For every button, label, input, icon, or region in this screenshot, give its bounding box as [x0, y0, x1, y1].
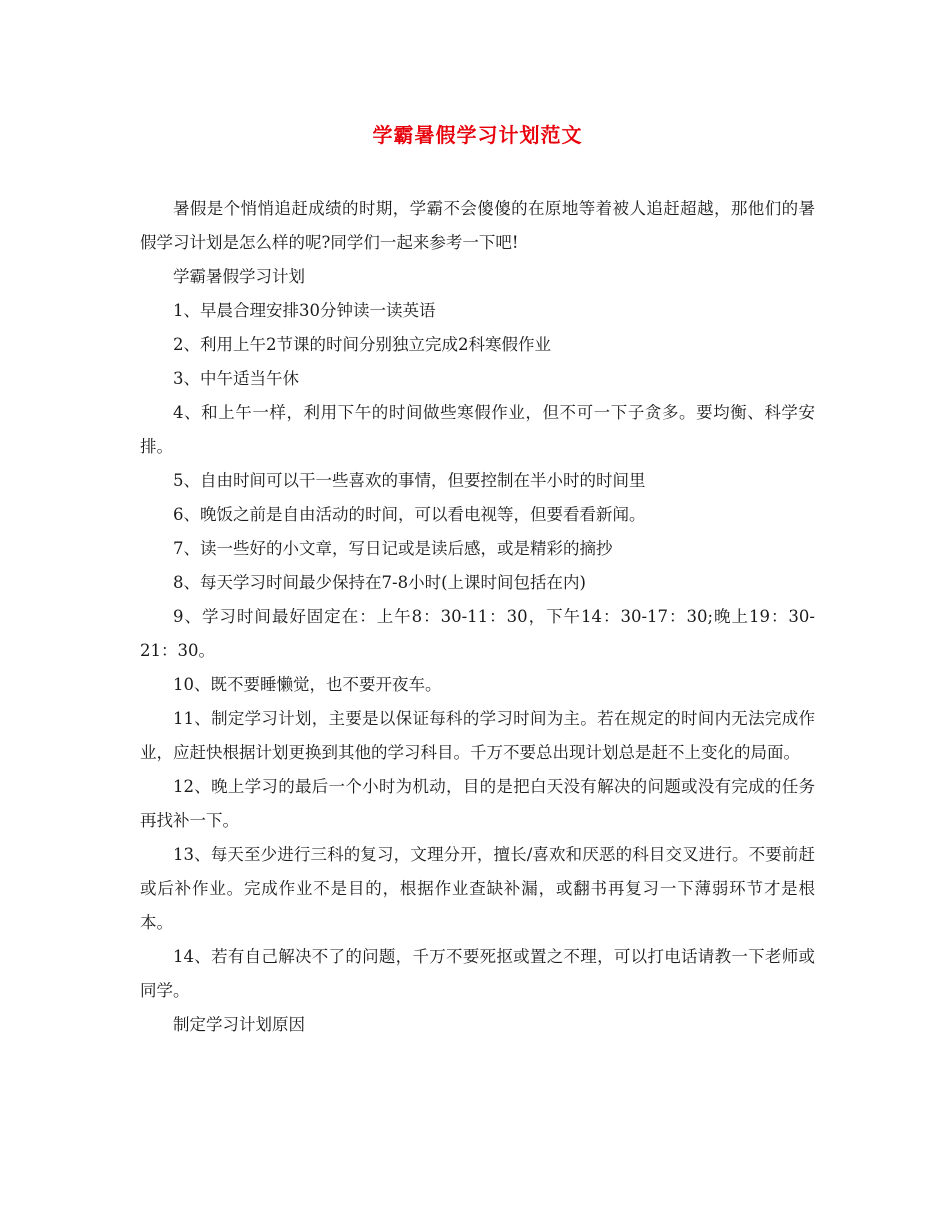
plan-item: 11、制定学习计划，主要是以保证每科的学习时间为主。若在规定的时间内无法完成作业，应赶快根据计划更换到其他的学习科目。千万不要总出现计划总是赶不上变化的局面。 [140, 709, 815, 762]
plan-item: 7、读一些好的小文章，写日记或是读后感，或是精彩的摘抄 [173, 539, 613, 558]
plan-item: 9、学习时间最好固定在：上午8：30-11：30，下午14：30-17：30;晚上19：30-21：30。 [140, 607, 815, 660]
intro-paragraph: 暑假是个悄悄追赶成绩的时期，学霸不会傻傻的在原地等着被人追赶超越，那他们的暑假学习计划是怎么样的呢?同学们一起来参考一下吧! [140, 199, 815, 252]
plan-item: 1、早晨合理安排30分钟读一读英语 [173, 301, 436, 320]
document-title: 学霸暑假学习计划范文 [372, 123, 583, 147]
plan-item: 5、自由时间可以干一些喜欢的事情，但要控制在半小时的时间里 [173, 471, 646, 490]
plan-item: 12、晚上学习的最后一个小时为机动，目的是把白天没有解决的问题或没有完成的任务再找补一下。 [140, 777, 815, 830]
plan-item: 4、和上午一样，利用下午的时间做些寒假作业，但不可一下子贪多。要均衡、科学安排。 [140, 403, 815, 456]
document-body [140, 192, 815, 1042]
plan-item: 3、中午适当午休 [173, 369, 299, 388]
section-heading-plan: 学霸暑假学习计划 [173, 267, 305, 286]
document-page [140, 0, 815, 1230]
plan-item: 6、晚饭之前是自由活动的时间，可以看电视等，但要看看新闻。 [173, 505, 646, 524]
plan-item: 10、既不要睡懒觉，也不要开夜车。 [173, 675, 442, 694]
plan-item: 2、利用上午2节课的时间分别独立完成2科寒假作业 [173, 335, 551, 354]
plan-item: 14、若有自己解决不了的问题，千万不要死抠或置之不理，可以打电话请教一下老师或同学。 [140, 947, 815, 1000]
section-heading-reasons: 制定学习计划原因 [173, 1015, 305, 1034]
plan-item: 13、每天至少进行三科的复习，文理分开，擅长/喜欢和厌恶的科目交叉进行。不要前赶或后补作业。完成作业不是目的，根据作业查缺补漏，或翻书再复习一下薄弱环节才是根本。 [140, 845, 815, 932]
plan-item: 8、每天学习时间最少保持在7-8小时(上课时间包括在内) [173, 573, 586, 592]
